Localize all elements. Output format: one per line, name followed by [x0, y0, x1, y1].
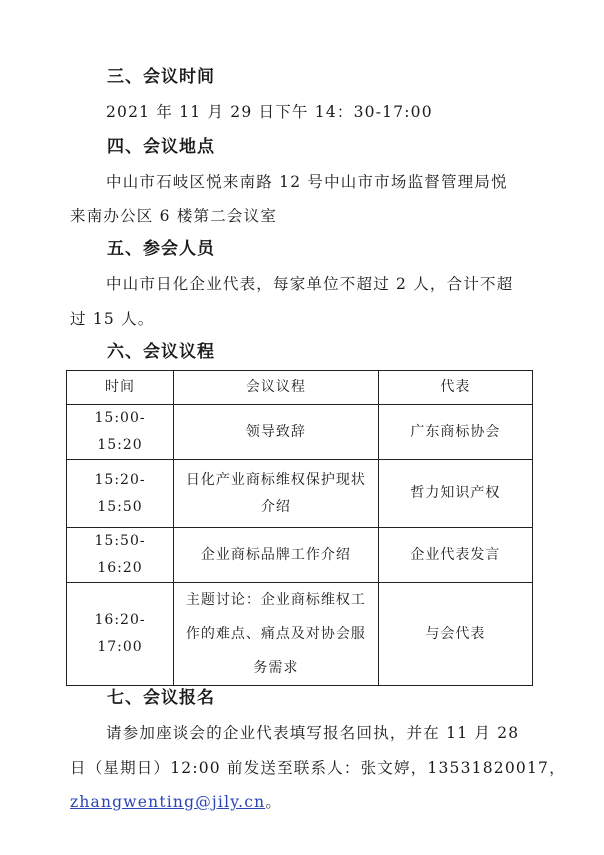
table-row — [67, 405, 533, 460]
agenda-table — [66, 370, 533, 686]
agenda-line: 介绍 — [260, 498, 291, 515]
row-time: 16:20-17:00 — [67, 583, 174, 686]
header-representative: 代表 — [378, 371, 532, 405]
section-7-heading: 七、会议报名 — [107, 688, 215, 708]
table-row — [67, 460, 533, 528]
row-representative: 企业代表发言 — [378, 528, 532, 583]
table-row — [67, 583, 533, 686]
agenda-line: 主题讨论：企业商标维权工 — [185, 592, 366, 608]
contact-email-link[interactable]: zhangwenting@jily.cn — [70, 793, 266, 811]
participants-line-2: 过 15 人。 — [70, 310, 155, 328]
agenda-line: 领导致辞 — [245, 423, 306, 440]
agenda-line: 日化产业商标维权保护现状 — [185, 471, 366, 488]
row-time: 15:50-16:20 — [67, 528, 174, 583]
row-representative: 与会代表 — [378, 583, 532, 686]
row-representative: 哲力知识产权 — [378, 460, 532, 528]
section-5-heading: 五、参会人员 — [107, 239, 215, 259]
registration-line-3 — [70, 791, 282, 813]
section-6-heading: 六、会议议程 — [107, 342, 215, 362]
registration-line-1: 请参加座谈会的企业代表填写报名回执，并在 11 月 28 — [106, 724, 520, 742]
agenda-header-row — [67, 371, 533, 405]
section-3-heading: 三、会议时间 — [107, 67, 215, 87]
agenda-line: 企业商标品牌工作介绍 — [200, 546, 351, 563]
agenda-line: 务需求 — [253, 660, 299, 676]
row-agenda — [174, 583, 379, 686]
row-representative: 广东商标协会 — [378, 405, 532, 460]
row-agenda — [174, 405, 379, 460]
email-suffix: 。 — [265, 793, 283, 811]
row-agenda — [174, 460, 379, 528]
registration-line-2: 日（星期日）12:00 前发送至联系人：张文婷，13531820017， — [70, 759, 566, 777]
meeting-time-text: 2021 年 11 月 29 日下午 14：30-17:00 — [106, 103, 433, 121]
meeting-location-line-1: 中山市石岐区悦来南路 12 号中山市市场监督管理局悦 — [106, 173, 508, 191]
row-time: 15:20-15:50 — [67, 460, 174, 528]
agenda-line: 作的难点、痛点及对协会服 — [185, 626, 366, 642]
row-agenda — [174, 528, 379, 583]
section-4-heading: 四、会议地点 — [107, 137, 215, 157]
header-agenda: 会议议程 — [174, 371, 379, 405]
table-row — [67, 528, 533, 583]
participants-line-1: 中山市日化企业代表，每家单位不超过 2 人，合计不超 — [106, 275, 514, 293]
header-time: 时间 — [67, 371, 174, 405]
meeting-location-line-2: 来南办公区 6 楼第二会议室 — [70, 207, 278, 225]
row-time: 15:00-15:20 — [67, 405, 174, 460]
